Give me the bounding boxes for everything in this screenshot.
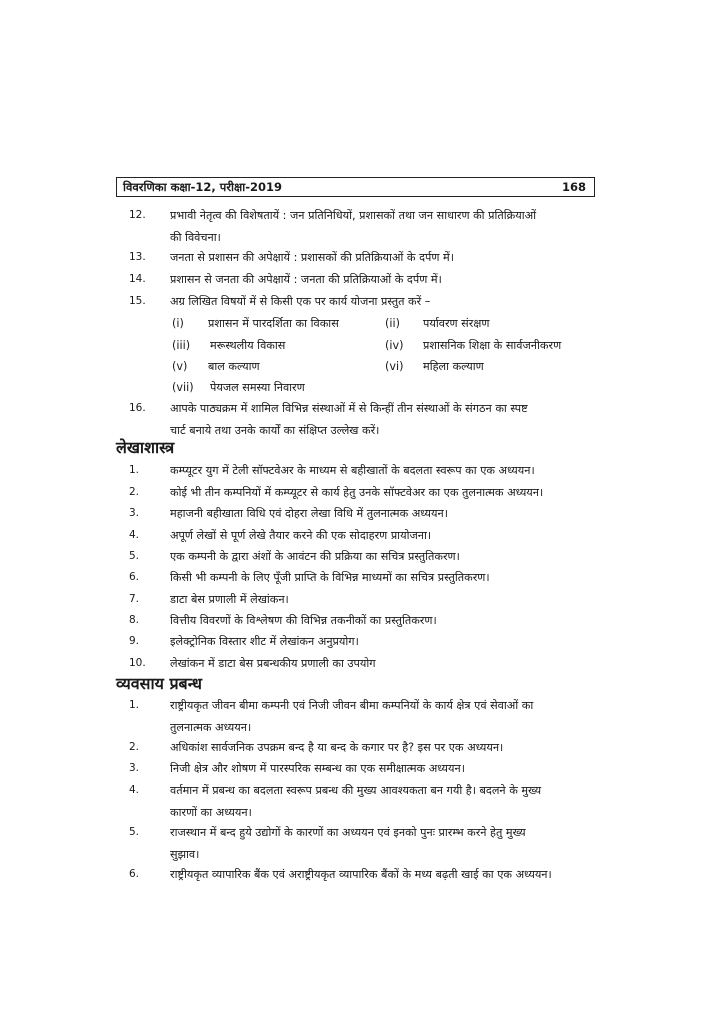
item-text: इलेक्ट्रोनिक विस्तार शीट में लेखांकन अनुप्रयोग। xyxy=(170,635,359,648)
subitem-text: प्रशासनिक शिक्षा के सार्वजनीकरण xyxy=(423,339,562,352)
subitem-label: (v) xyxy=(172,360,188,373)
item-text: एक कम्पनी के द्वारा अंशों के आवंटन की प्रक्रिया का सचित्र प्रस्तुतिकरण। xyxy=(170,550,460,563)
item-text: किसी भी कम्पनी के लिए पूँजी प्राप्ति के विभिन्न माध्यमों का सचित्र प्रस्तुतिकरण। xyxy=(170,571,490,584)
section-heading-business: व्यवसाय प्रबन्ध xyxy=(116,674,202,693)
item-text: निजी क्षेत्र और शोषण में पारस्परिक सम्बन्ध का एक समीक्षात्मक अध्ययन। xyxy=(170,762,465,775)
section-heading-accounting: लेखाशास्त्र xyxy=(116,438,175,457)
item-number: 15. xyxy=(129,295,146,307)
item-number: 14. xyxy=(129,273,146,285)
item-text: अधिकांश सार्वजनिक उपक्रम बन्द है या बन्द के कगार पर है? इस पर एक अध्ययन। xyxy=(170,741,504,754)
page-header xyxy=(116,177,595,197)
item-text: वित्तीय विवरणों के विश्लेषण की विभिन्न तकनीकों का प्रस्तुतिकरण। xyxy=(170,614,437,627)
item-text: कोई भी तीन कम्पनियों में कम्प्यूटर से कार्य हेतु उनके सॉफ्टवेअर का एक तुलनात्मक अध्ययन। xyxy=(170,486,544,499)
item-text: डाटा बेस प्रणाली में लेखांकन। xyxy=(170,593,289,606)
item-number: 3. xyxy=(129,762,140,774)
item-text: कारणों का अध्ययन। xyxy=(170,806,252,819)
item-number: 4. xyxy=(129,784,140,796)
item-text: कम्प्यूटर युग में टेली सॉफ्टवेअर के माध्यम से बहीखातों के बदलता स्वरूप का एक अध्ययन। xyxy=(170,464,535,477)
item-number: 1. xyxy=(129,699,140,711)
item-number: 6. xyxy=(129,571,140,583)
item-text: जनता से प्रशासन की अपेक्षायें : प्रशासकों की प्रतिक्रियाओं के दर्पण में। xyxy=(170,251,454,264)
item-number: 2. xyxy=(129,741,140,753)
item-text: अग्र लिखित विषयों में से किसी एक पर कार्य योजना प्रस्तुत करें – xyxy=(170,295,431,308)
item-text: प्रशासन से जनता की अपेक्षायें : जनता की प्रतिक्रियाओं के दर्पण में। xyxy=(170,273,442,286)
page-number: 168 xyxy=(561,180,586,194)
item-number: 4. xyxy=(129,529,140,541)
item-number: 3. xyxy=(129,507,140,519)
item-text: अपूर्ण लेखों से पूर्ण लेखे तैयार करने की एक सोदाहरण प्रायोजना। xyxy=(170,529,432,542)
item-text: लेखांकन में डाटा बेस प्रबन्धकीय प्रणाली का उपयोग xyxy=(170,657,376,670)
subitem-label: (i) xyxy=(172,317,184,330)
subitem-text: महिला कल्याण xyxy=(423,360,484,373)
item-number: 5. xyxy=(129,826,140,838)
subitem-label: (iii) xyxy=(172,339,191,352)
item-text: आपके पाठ्यक्रम में शामिल विभिन्न संस्थाओं में से किन्हीं तीन संस्थाओं के संगठन का स्पष्ट xyxy=(170,402,528,415)
item-text: तुलनात्मक अध्ययन। xyxy=(170,721,252,734)
item-text: वर्तमान में प्रबन्ध का बदलता स्वरूप प्रबन्ध की मुख्य आवश्यकता बन गयी है। बदलने के मुख्य xyxy=(170,784,542,797)
item-number: 9. xyxy=(129,635,140,647)
item-number: 10. xyxy=(129,657,146,669)
item-text: की विवेचना। xyxy=(170,231,221,244)
subitem-label: (vi) xyxy=(385,360,404,373)
item-text: सुझाव। xyxy=(170,848,200,861)
subitem-label: (vii) xyxy=(172,381,194,394)
subitem-text: प्रशासन में पारदर्शिता का विकास xyxy=(208,317,339,330)
item-number: 1. xyxy=(129,464,140,476)
item-text: चार्ट बनाये तथा उनके कार्यों का संक्षिप्त उल्लेख करें। xyxy=(170,424,380,437)
item-number: 5. xyxy=(129,550,140,562)
item-number: 8. xyxy=(129,614,140,626)
item-text: राजस्थान में बन्द हुये उद्योगों के कारणों का अध्ययन एवं इनको पुनः प्रारम्भ करने हेतु मुख्य xyxy=(170,826,526,839)
item-number: 7. xyxy=(129,593,140,605)
item-text: महाजनी बहीखाता विधि एवं दोहरा लेखा विधि में तुलनात्मक अध्ययन। xyxy=(170,507,448,520)
header-title: विवरणिका कक्षा-12, परीक्षा-2019 xyxy=(123,179,282,194)
subitem-label: (ii) xyxy=(385,317,400,330)
subitem-text: पेयजल समस्या निवारण xyxy=(210,381,305,394)
item-text: राष्ट्रीयकृत व्यापारिक बैंक एवं अराष्ट्रीयकृत व्यापारिक बैंकों के मध्य बढ़ती खाई का एक अध्ययन। xyxy=(170,868,552,881)
item-text: प्रभावी नेतृत्व की विशेषतायें : जन प्रतिनिधियों, प्रशासकों तथा जन साधारण की प्रतिक्रियाओं xyxy=(170,209,537,222)
subitem-text: मरूस्थलीय विकास xyxy=(210,339,286,352)
subitem-text: बाल कल्याण xyxy=(208,360,260,373)
item-number: 2. xyxy=(129,486,140,498)
item-number: 13. xyxy=(129,251,146,263)
item-number: 16. xyxy=(129,402,146,414)
subitem-text: पर्यावरण संरक्षण xyxy=(423,317,490,330)
item-number: 6. xyxy=(129,868,140,880)
item-text: राष्ट्रीयकृत जीवन बीमा कम्पनी एवं निजी जीवन बीमा कम्पनियों के कार्य क्षेत्र एवं सेवाओं का xyxy=(170,699,534,712)
item-number: 12. xyxy=(129,209,146,221)
subitem-label: (iv) xyxy=(385,339,404,352)
